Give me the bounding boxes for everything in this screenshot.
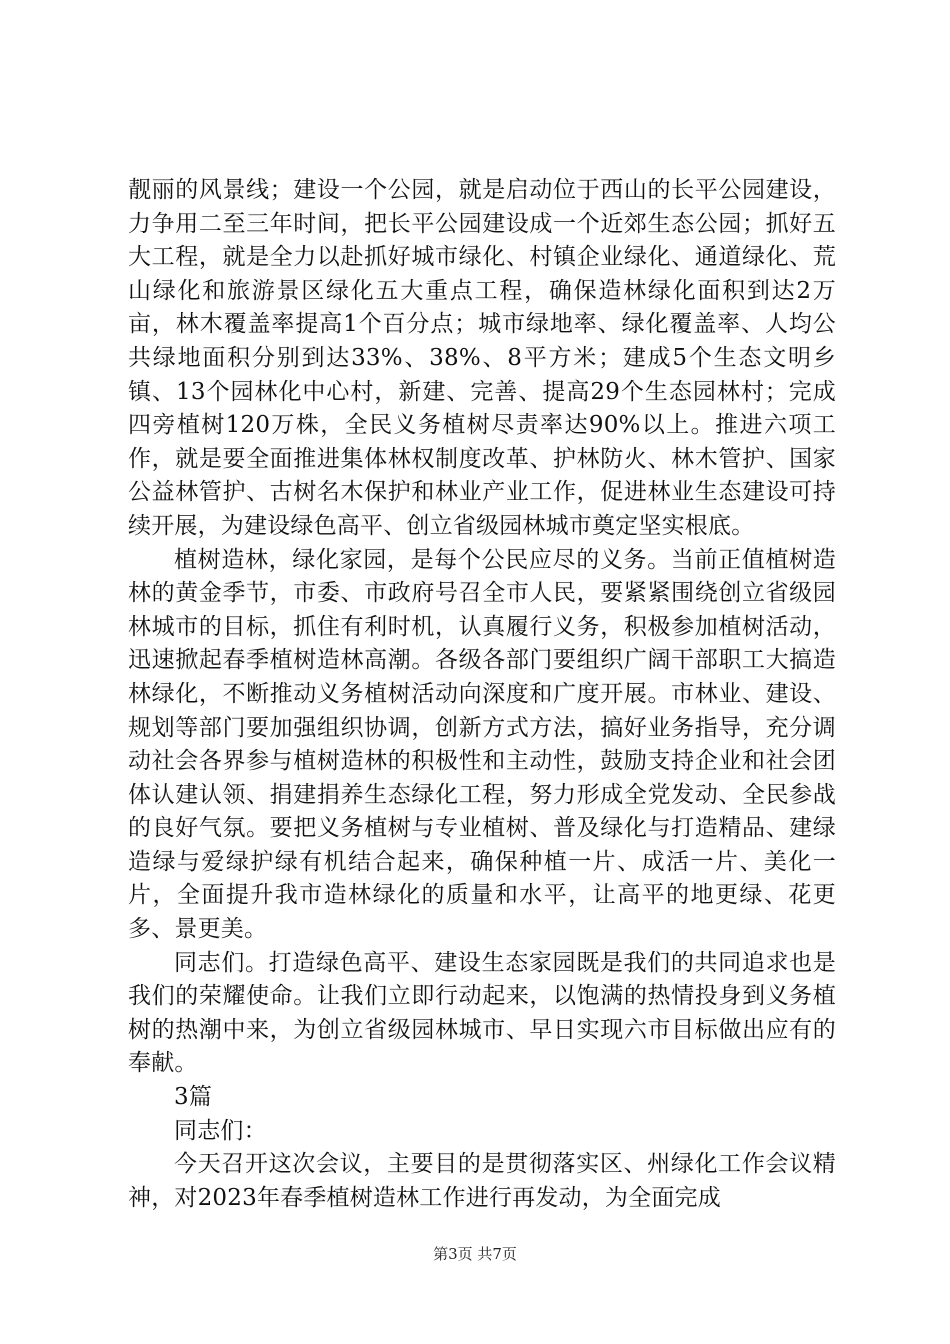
salutation: 同志们： (174, 1117, 267, 1144)
paragraph-4: 今天召开这次会议，主要目的是贯彻落实区、州绿化工作会议精神，对2023年春季植树造林工作进行再发动，为全面完成 (128, 1151, 836, 1211)
paragraph-1: 靓丽的风景线；建设一个公园，就是启动位于西山的长平公园建设，力争用二至三年时间，把长平公园建设成一个近郊生态公园；抓好五大工程，就是全力以赴抓好城市绿化、村镇企业绿化、通道绿化、荒山绿化和旅游景区绿化五大重点工程，确保造林绿化面积到达2万亩，林木覆盖率提高1个百分点；城市绿地率、绿化覆盖率、人均公共绿地面积分别到达33%、38%、8平方米；建成5个生态文明乡镇、13个园林化中心村，新建、完善、提高29个生态园林村；完成四旁植树120万株，全民义务植树尽责率达90%以上。推进六项工作，就是要全面推进集体林权制度改革、护林防火、林木管护、国家公益林管护、古树名木保护和林业产业工作，促进林业生态建设可持续开展，为建设绿色高平、创立省级园林城市奠定坚实根底。 (128, 177, 836, 539)
document-body (128, 174, 836, 1215)
paragraph-3: 同志们。打造绿色高平、建设生态家园既是我们的共同追求也是我们的荣耀使命。让我们立即行动起来，以饱满的热情投身到义务植树的热潮中来，为创立省级园林城市、早日实现六市目标做出应有的奉献。 (128, 949, 836, 1077)
paragraph-2: 植树造林，绿化家园，是每个公民应尽的义务。当前正值植树造林的黄金季节，市委、市政府号召全市人民，要紧紧围绕创立省级园林城市的目标，抓住有利时机，认真履行义务，积极参加植树活动，迅速掀起春季植树造林高潮。各级各部门要组织广阔干部职工大搞造林绿化，不断推动义务植树活动向深度和广度开展。市林业、建设、规划等部门要加强组织协调，创新方式方法，搞好业务指导，充分调动社会各界参与植树造林的积极性和主动性，鼓励支持企业和社会团体认建认领、捐建捐养生态绿化工程，努力形成全党发动、全民参战的良好气氛。要把义务植树与专业植树、普及绿化与打造精品、建绿造绿与爱绿护绿有机结合起来，确保种植一片、成活一片、美化一片，全面提升我市造林绿化的质量和水平，让高平的地更绿、花更多、景更美。 (128, 546, 836, 943)
section-heading: 3篇 (174, 1084, 213, 1111)
page-number: 第3页 共7页 (433, 1245, 517, 1263)
page-footer (0, 1244, 950, 1264)
